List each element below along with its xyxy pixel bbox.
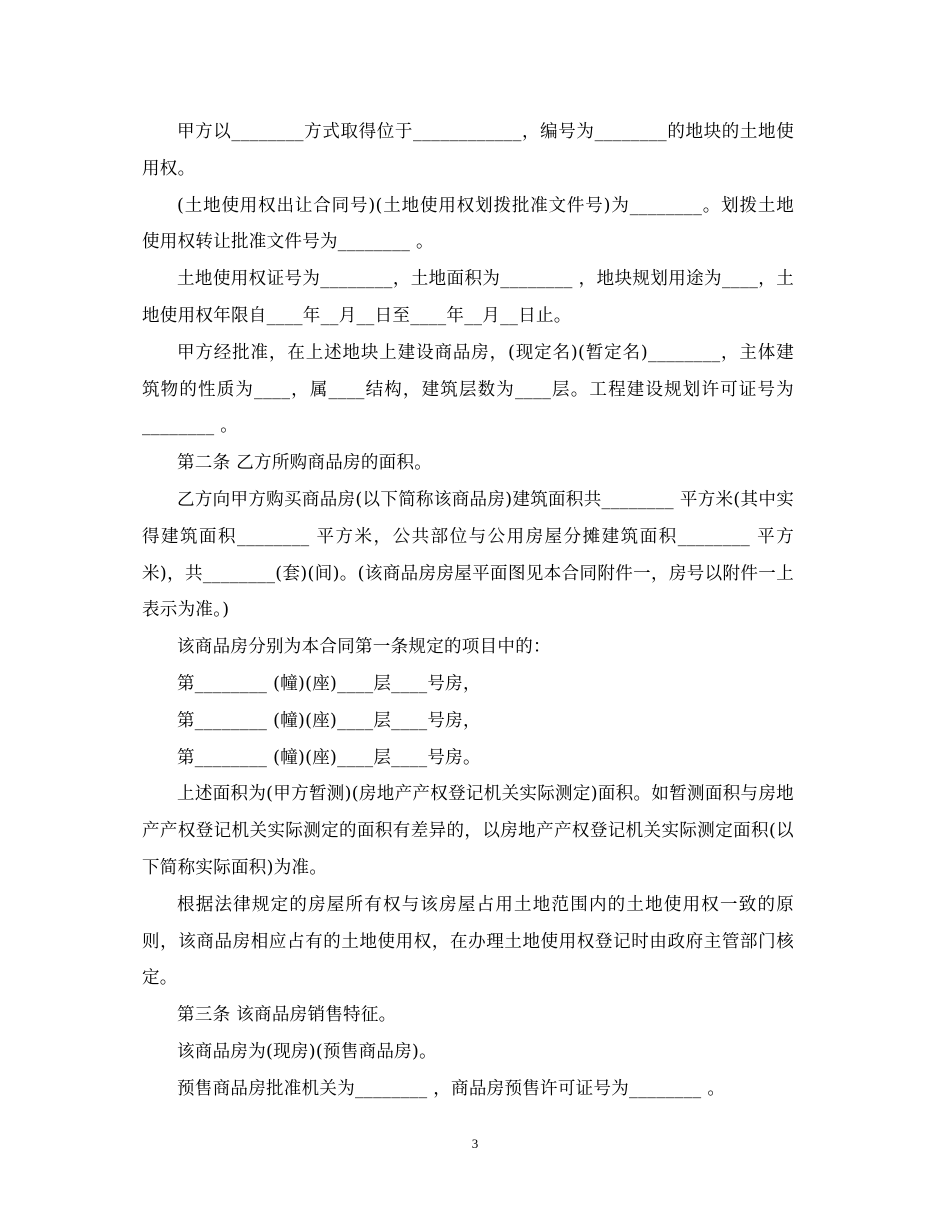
- paragraph-land-use-right: 根据法律规定的房屋所有权与该房屋占用土地范围内的土地使用权一致的原则，该商品房相应占有的土地使用权，在办理土地使用权登记时由政府主管部门核定。: [142, 894, 794, 989]
- paragraph-units-intro: 该商品房分别为本合同第一条规定的项目中的：: [177, 637, 551, 658]
- paragraph-unit-2: 第________ (幢)(座)____层____号房，: [177, 710, 481, 731]
- paragraph-area-measurement: 上述面积为(甲方暂测)(房地产产权登记机关实际测定)面积。如暂测面积与房地产产权登记机关实际测定的面积有差异的，以房地产产权登记机关实际测定面积(以下简称实际面积)为准。: [142, 784, 794, 878]
- paragraph-unit-1: 第________ (幢)(座)____层____号房，: [177, 673, 481, 694]
- document-body: [142, 114, 794, 1108]
- paragraph-purchase-area: 乙方向甲方购买商品房(以下简称该商品房)建筑面积共________ 平方米(其中实得建筑面积________ 平方米，公共部位与公用房屋分摊建筑面积________ 平方米)，共________(套)(间)。(该商品房房屋平面图见本合同附件一，房号以附件一上表示为准。): [142, 489, 794, 621]
- article-3-heading: 第三条 该商品房销售特征。: [177, 1005, 397, 1026]
- paragraph-presale-permit: 预售商品房批准机关为________ ，商品房预售许可证号为________ 。: [177, 1078, 726, 1099]
- paragraph-unit-3: 第________ (幢)(座)____层____号房。: [177, 747, 481, 768]
- paragraph-housing-type: 该商品房为(现房)(预售商品房)。: [177, 1041, 437, 1062]
- paragraph-contract-number: (土地使用权出让合同号)(土地使用权划拨批准文件号)为________。划拨土地使用权转让批准文件号为________ 。: [142, 195, 794, 253]
- page-number: 3: [471, 1136, 479, 1151]
- paragraph-construction-approval: 甲方经批准，在上述地块上建设商品房，(现定名)(暂定名)________，主体建筑物的性质为____，属____结构，建筑层数为____层。工程建设规划许可证号为________ 。: [142, 342, 794, 437]
- paragraph-land-acquisition: 甲方以________方式取得位于____________，编号为________的地块的土地使用权。: [142, 122, 794, 179]
- article-2-heading: 第二条 乙方所购商品房的面积。: [177, 453, 433, 474]
- paragraph-land-certificate: 土地使用权证号为________，土地面积为________ ，地块规划用途为____，土地使用权年限自____年__月__日至____年__月__日止。: [142, 269, 794, 326]
